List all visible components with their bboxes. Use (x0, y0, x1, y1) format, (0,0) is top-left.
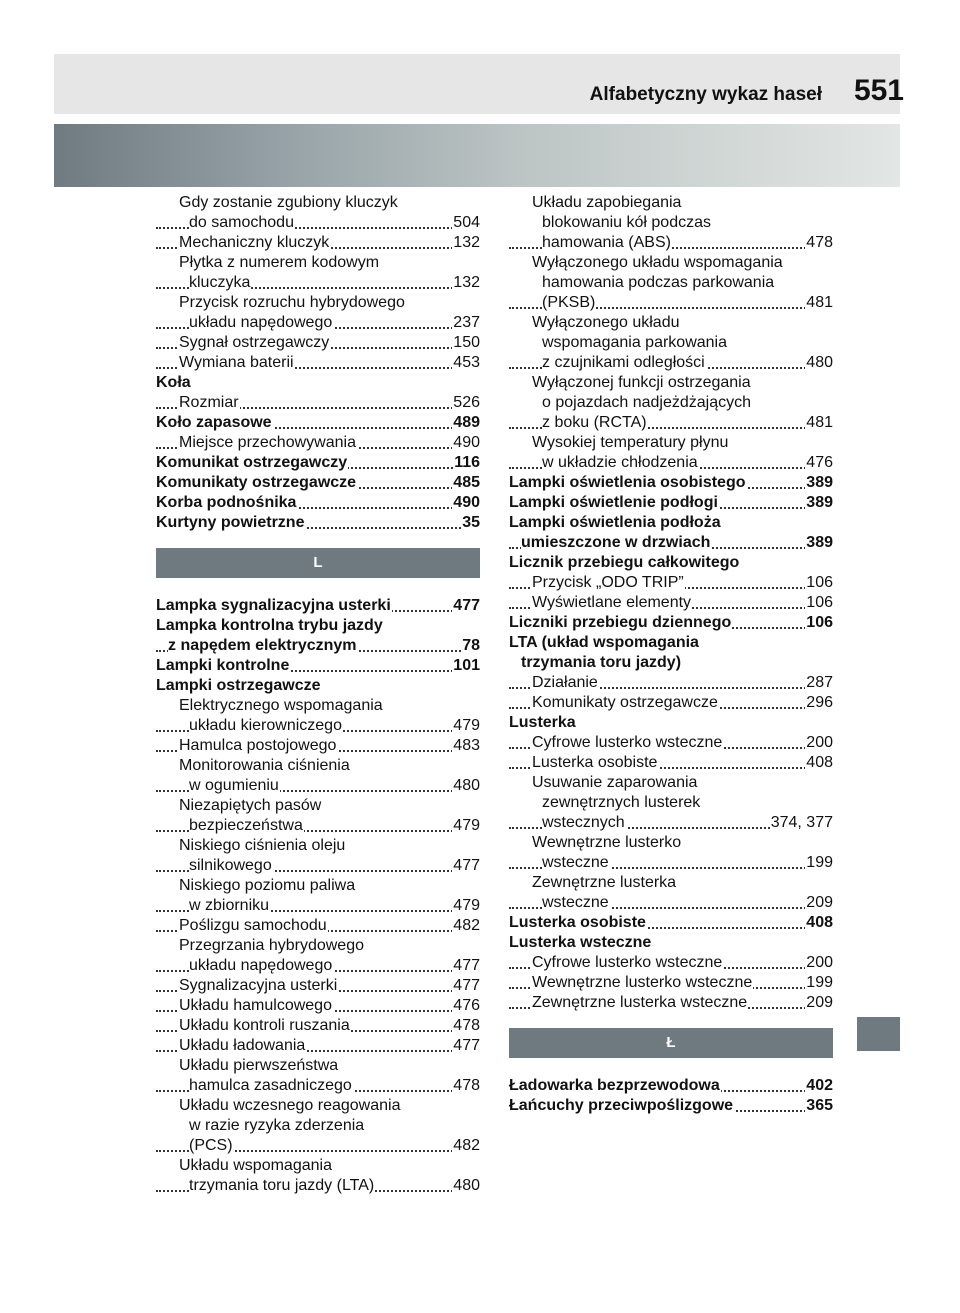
entry-text: w razie ryzyka zderzenia (189, 1117, 365, 1134)
entry-page: 116 (454, 454, 480, 471)
entry-page: 526 (453, 394, 480, 411)
entry-text: Lampka kontrolna trybu jazdy (156, 617, 383, 634)
entry-page: 106 (806, 574, 833, 591)
entry-text: Lusterka osobiste (532, 754, 658, 771)
index-entry (509, 473, 833, 493)
index-entry (156, 656, 480, 676)
index-entry (156, 816, 480, 836)
index-entry (509, 613, 833, 633)
index-entry (509, 333, 833, 353)
entry-page: 296 (806, 694, 833, 711)
entry-page: 481 (806, 414, 833, 431)
entry-text: Przycisk rozruchu hybrydowego (179, 294, 405, 311)
entry-text: wsteczne (542, 894, 609, 911)
entry-page: 35 (462, 514, 480, 531)
page-number: 551 (853, 74, 904, 107)
entry-text: umieszczone w drzwiach (521, 534, 711, 551)
entry-text: Płytka z numerem kodowym (179, 254, 380, 271)
entry-page: 483 (453, 737, 480, 754)
index-entry (509, 593, 833, 613)
index-entry (156, 273, 480, 293)
index-entry (156, 796, 480, 816)
entry-text: Elektrycznego wspomagania (179, 697, 383, 714)
index-entry (509, 193, 833, 213)
index-entry (509, 413, 833, 433)
entry-text: Koło zapasowe (156, 414, 272, 431)
entry-text: Hamulca postojowego (179, 737, 337, 754)
index-entry (156, 413, 480, 433)
entry-text: z czujnikami odległości (542, 354, 705, 371)
index-column-left (156, 193, 480, 1196)
index-entry (509, 433, 833, 453)
entry-text: Wymiana baterii (179, 354, 294, 371)
entry-text: Liczniki przebiegu dziennego (509, 614, 732, 631)
entry-page: 477 (453, 597, 480, 614)
entry-text: Zewnętrzne lusterka wsteczne (532, 994, 748, 1011)
index-entry (509, 273, 833, 293)
entry-page: 479 (453, 897, 480, 914)
index-column-right (509, 193, 833, 1116)
entry-text: Działanie (532, 674, 598, 691)
index-entry (509, 253, 833, 273)
entry-text: Komunikat ostrzegawczy (156, 454, 348, 471)
index-entry (156, 936, 480, 956)
entry-text: Komunikaty ostrzegawcze (156, 474, 357, 491)
entry-text: Lampki oświetlenie podłogi (509, 494, 718, 511)
entry-text: Wyłączonego układu (532, 314, 680, 331)
entry-text: trzymania toru jazdy) (521, 654, 682, 671)
index-entry (509, 933, 833, 953)
entry-page: 479 (453, 717, 480, 734)
entry-text: hamowania (ABS) (542, 234, 671, 251)
entry-text: Licznik przebiegu całkowitego (509, 554, 740, 571)
entry-text: wsteczne (542, 854, 609, 871)
entry-page: 481 (806, 294, 833, 311)
index-entry (509, 513, 833, 533)
index-entry (509, 653, 833, 673)
index-entry (156, 616, 480, 636)
entry-text: Wyłączonej funkcji ostrzegania (532, 374, 751, 391)
entry-text: Lusterka osobiste (509, 914, 646, 931)
entry-page: 476 (806, 454, 833, 471)
index-entry (509, 753, 833, 773)
index-entry (509, 913, 833, 933)
entry-page: 101 (453, 657, 480, 674)
index-entry (509, 493, 833, 513)
index-entry (156, 976, 480, 996)
entry-page: 479 (453, 817, 480, 834)
entry-text: Niskiego ciśnienia oleju (179, 837, 346, 854)
entry-text: Lampka sygnalizacyjna usterki (156, 597, 391, 614)
entry-page: 209 (806, 894, 833, 911)
entry-page: 389 (806, 534, 833, 551)
index-entry (156, 776, 480, 796)
entry-text: Miejsce przechowywania (179, 434, 356, 451)
entry-text: Lusterka wsteczne (509, 934, 652, 951)
entry-page: 365 (806, 1097, 833, 1114)
entry-text: Cyfrowe lusterko wsteczne (532, 734, 723, 751)
index-entry (509, 813, 833, 833)
entry-page: 504 (453, 214, 480, 231)
index-entry (509, 233, 833, 253)
entry-text: Wyłączonego układu wspomagania (532, 254, 783, 271)
index-entry (509, 893, 833, 913)
index-entry (156, 1056, 480, 1076)
entry-text: trzymania toru jazdy (LTA) (189, 1177, 375, 1194)
index-entry (509, 533, 833, 553)
entry-text: Przegrzania hybrydowego (179, 937, 364, 954)
entry-text: Komunikaty ostrzegawcze (532, 694, 718, 711)
entry-page: 480 (806, 354, 833, 371)
entry-text: Wewnętrzne lusterko (532, 834, 682, 851)
entry-text: Wewnętrzne lusterko wsteczne (532, 974, 753, 991)
entry-page: 476 (453, 997, 480, 1014)
entry-text: układu napędowego (189, 314, 333, 331)
entry-text: wstecznych (542, 814, 625, 831)
index-entry (509, 873, 833, 893)
entry-page: 490 (453, 494, 480, 511)
index-entry (156, 1156, 480, 1176)
index-entry (156, 373, 480, 393)
entry-page: 199 (806, 854, 833, 871)
index-entry (156, 896, 480, 916)
entry-text: LTA (układ wspomagania (509, 634, 699, 651)
entry-text: hamowania podczas parkowania (542, 274, 775, 291)
index-entry (509, 693, 833, 713)
entry-text: Przycisk „ODO TRIP” (532, 574, 684, 591)
index-entry (156, 213, 480, 233)
index-entry (156, 293, 480, 313)
index-entry (156, 1176, 480, 1196)
index-entry (156, 393, 480, 413)
entry-text: w układzie chłodzenia (542, 454, 698, 471)
index-entry (156, 513, 480, 533)
entry-page: 482 (453, 917, 480, 934)
index-entry (156, 1136, 480, 1156)
entry-page: 408 (806, 754, 833, 771)
entry-page: 408 (806, 914, 833, 931)
entry-page: 478 (806, 234, 833, 251)
index-entry (156, 696, 480, 716)
chapter-tab (857, 1017, 900, 1051)
index-entry (509, 373, 833, 393)
entry-page: 482 (453, 1137, 480, 1154)
index-entry (156, 333, 480, 353)
entry-text: Niezapiętych pasów (179, 797, 322, 814)
index-entry (509, 853, 833, 873)
index-entry (156, 193, 480, 213)
index-entry (509, 973, 833, 993)
index-entry (156, 1036, 480, 1056)
index-entry (156, 493, 480, 513)
entry-page: 477 (453, 957, 480, 974)
index-entry (156, 1096, 480, 1116)
entry-text: Mechaniczny kluczyk (179, 234, 330, 251)
entry-text: Sygnał ostrzegawczy (179, 334, 330, 351)
entry-text: Usuwanie zaparowania (532, 774, 698, 791)
index-entry (509, 793, 833, 813)
entry-page: 209 (806, 994, 833, 1011)
entry-page: 237 (453, 314, 480, 331)
entry-text: silnikowego (189, 857, 272, 874)
entry-text: Układu ładowania (179, 1037, 306, 1054)
entry-text: Układu wczesnego reagowania (179, 1097, 401, 1114)
index-entry (156, 876, 480, 896)
index-entry (156, 996, 480, 1016)
entry-text: Kurtyny powietrzne (156, 514, 305, 531)
index-entry (509, 213, 833, 233)
entry-page: 490 (453, 434, 480, 451)
index-entry (509, 633, 833, 653)
entry-text: Łańcuchy przeciwpoślizgowe (509, 1097, 734, 1114)
index-entry (509, 453, 833, 473)
entry-text: Wysokiej temperatury płynu (532, 434, 729, 451)
entry-text: do samochodu (189, 214, 294, 231)
entry-page: 132 (453, 274, 480, 291)
index-entry (509, 993, 833, 1013)
entry-text: wspomagania parkowania (542, 334, 727, 351)
entry-text: Układu hamulcowego (179, 997, 332, 1014)
index-entry (509, 733, 833, 753)
entry-text: bezpieczeństwa (189, 817, 303, 834)
entry-page: 477 (453, 977, 480, 994)
index-entry (156, 353, 480, 373)
entry-page: 287 (806, 674, 833, 691)
index-entry (156, 433, 480, 453)
entry-page: 485 (453, 474, 480, 491)
entry-page: 374, 377 (770, 814, 833, 831)
index-entry (156, 676, 480, 696)
entry-text: Lampki ostrzegawcze (156, 677, 321, 694)
index-entry (156, 1016, 480, 1036)
entry-text: Poślizgu samochodu (179, 917, 327, 934)
entry-text: Korba podnośnika (156, 494, 297, 511)
entry-text: Cyfrowe lusterko wsteczne (532, 954, 723, 971)
section-header: L (156, 548, 480, 578)
entry-text: w zbiorniku (189, 897, 270, 914)
entry-text: Gdy zostanie zgubiony kluczyk (179, 194, 398, 211)
entry-text: Koła (156, 374, 191, 391)
section-header: Ł (509, 1028, 833, 1058)
index-entry (156, 253, 480, 273)
entry-text: Układu zapobiegania (532, 194, 682, 211)
entry-text: (PCS) (189, 1137, 233, 1154)
entry-text: zewnętrznych lusterek (542, 794, 701, 811)
index-entry (509, 673, 833, 693)
header-banner (54, 124, 900, 187)
index-entry (156, 916, 480, 936)
index-entry (156, 736, 480, 756)
entry-text: układu kierowniczego (189, 717, 342, 734)
entry-page: 132 (453, 234, 480, 251)
entry-text: układu napędowego (189, 957, 333, 974)
index-entry (509, 293, 833, 313)
entry-text: kluczyka (189, 274, 251, 291)
entry-page: 389 (806, 474, 833, 491)
entry-text: z napędem elektrycznym (168, 637, 357, 654)
entry-page: 480 (453, 777, 480, 794)
index-entry (509, 1096, 833, 1116)
index-entry (156, 233, 480, 253)
entry-page: 200 (806, 954, 833, 971)
entry-text: o pojazdach nadjeżdżających (542, 394, 752, 411)
index-entry (509, 1076, 833, 1096)
index-entry (509, 833, 833, 853)
entry-text: blokowaniu kół podczas (542, 214, 711, 231)
entry-text: hamulca zasadniczego (189, 1077, 352, 1094)
index-entry (156, 716, 480, 736)
index-entry (156, 836, 480, 856)
entry-text: z boku (RCTA) (542, 414, 647, 431)
entry-page: 199 (806, 974, 833, 991)
entry-text: Układu wspomagania (179, 1157, 332, 1174)
index-entry (156, 956, 480, 976)
index-entry (509, 573, 833, 593)
entry-page: 106 (806, 614, 833, 631)
index-entry (156, 1076, 480, 1096)
entry-text: Niskiego poziomu paliwa (179, 877, 356, 894)
entry-text: Układu kontroli ruszania (179, 1017, 350, 1034)
entry-page: 200 (806, 734, 833, 751)
entry-page: 389 (806, 494, 833, 511)
entry-page: 78 (462, 637, 480, 654)
entry-text: Monitorowania ciśnienia (179, 757, 350, 774)
index-entry (509, 713, 833, 733)
entry-page: 477 (453, 857, 480, 874)
index-entry (509, 953, 833, 973)
entry-page: 402 (806, 1077, 833, 1094)
entry-text: Lampki oświetlenia osobistego (509, 474, 746, 491)
index-entry (156, 473, 480, 493)
entry-page: 478 (453, 1017, 480, 1034)
index-entry (156, 313, 480, 333)
entry-text: Ładowarka bezprzewodowa (509, 1077, 720, 1094)
entry-text: Rozmiar (179, 394, 239, 411)
entry-text: Lampki kontrolne (156, 657, 290, 674)
entry-page: 478 (453, 1077, 480, 1094)
entry-text: Lusterka (509, 714, 576, 731)
entry-page: 480 (453, 1177, 480, 1194)
index-entry (509, 313, 833, 333)
index-entry (509, 393, 833, 413)
index-entry (509, 773, 833, 793)
entry-text: (PKSB) (542, 294, 596, 311)
index-entry (156, 856, 480, 876)
index-entry (509, 353, 833, 373)
entry-text: Układu pierwszeństwa (179, 1057, 339, 1074)
entry-text: Wyświetlane elementy (532, 594, 692, 611)
index-entry (156, 636, 480, 656)
index-entry (156, 596, 480, 616)
index-entry (156, 756, 480, 776)
entry-page: 106 (806, 594, 833, 611)
index-entry (156, 1116, 480, 1136)
entry-text: Lampki oświetlenia podłoża (509, 514, 721, 531)
entry-text: Sygnalizacyjna usterki (179, 977, 338, 994)
entry-page: 477 (453, 1037, 480, 1054)
index-entry (156, 453, 480, 473)
entry-text: w ogumieniu (189, 777, 279, 794)
page-title: Alfabetyczny wykaz haseł (589, 84, 822, 105)
entry-page: 453 (453, 354, 480, 371)
entry-page: 489 (453, 414, 480, 431)
entry-text: Zewnętrzne lusterka (532, 874, 677, 891)
index-entry (509, 553, 833, 573)
entry-page: 150 (453, 334, 480, 351)
